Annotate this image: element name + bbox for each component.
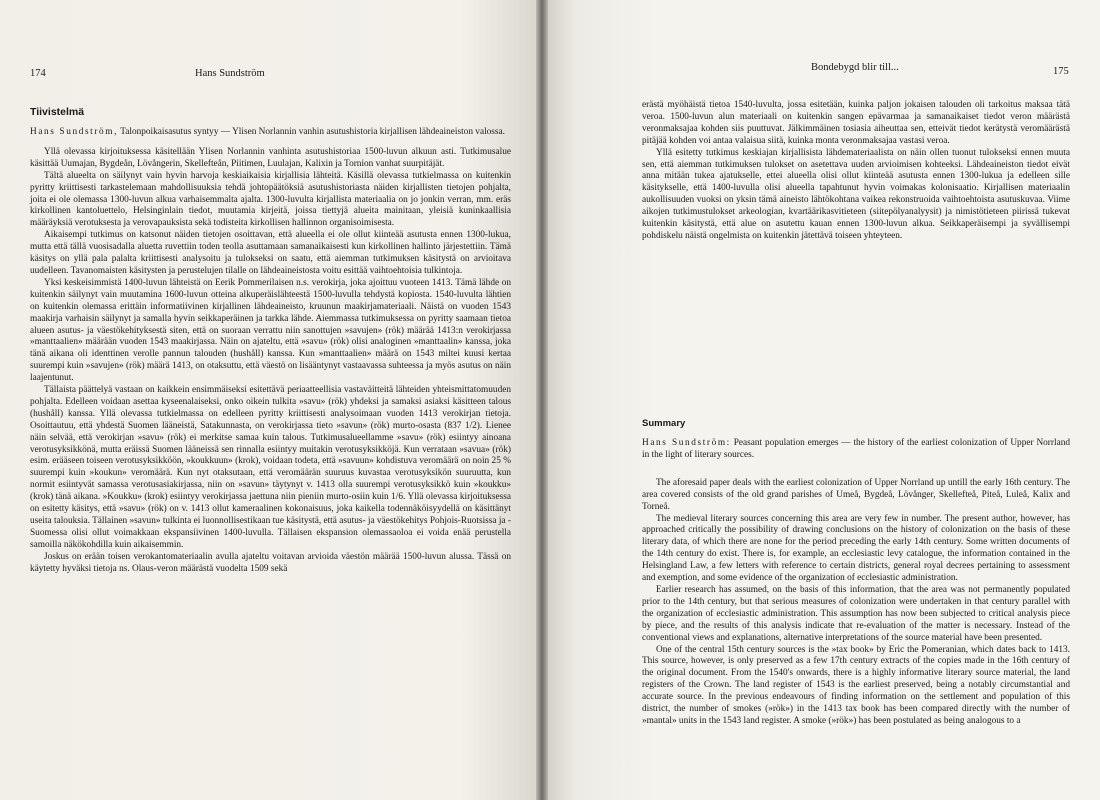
- left-page: [0, 0, 543, 800]
- paragraph: Yksi keskeisimmistä 1400-luvun lähteistä on Eerik Pommerilaisen n.s. verokirja, joka ajoittuu vuoteen 1413. Tämä lähde on kuitenkin säilynyt vain muutamina 1600-luvun otteina alkuperäislähteestä 1500-luvulla tehdystä kopiosta. 1540-luvulta lähtien on kuitenkin olemassa erittäin informatiivinen kirjallinen lähdeaineisto, kruunun maakirjamateriaali. Näistä on vuoden 1543 maakirja varhaisin säilynyt ja samalla hyvin seikkaperäinen ja tarkka lähde. Aiemmassa tutkimuksessa on pyritty saamaan tietoa alueen asutus- ja väestökehityksestä siten, että on suoraan verrattu niin sanottujen »savujen» (rök) määrää 1413:n verokirjassa »manttaalien» määrään vuoden 1543 maakirjassa. Näin on ajateltu, että »savu» (rök) olisi analoginen »manttaalin» kanssa, joka tänä aikana oli identtinen verolle pannun talouden (hushåll) kanssa. Kun »manttaalien» määrä on 1543 miltei kuusi kertaa suurempi kuin »savujen» (rök) määrä 1413, on otaksuttu, että väestö on lisääntynyt vastaavassa suhteessa ja myös asutus on näin laajentunut.: [30, 277, 511, 384]
- paragraph: Joskus on erään toisen verokantomateriaalin avulla ajateltu voitavan arvioida väestön määrää 1500-luvun alussa. Tässä on käytetty hyväksi tietoja ns. Olaus-veron määrästä vuodelta 1509 sekä: [30, 551, 511, 574]
- paragraph: erästä myöhäistä tietoa 1540-luvulta, jossa esitetään, kuinka paljon jokaisen talouden oli tarkoitus maksaa tätä veroa. 1500-luvun alun materiaali on kuitenkin sangen epävarmaa ja samanaikaiset tiedot veron määrästä veronmaksajaa kohden siis puuttuvat. Jälkimmäinen tosiasia aiheuttaa sen, etteivät tiedot kerätystä veromäärästä pitäjää kohden voi antaa valaisua siitä, kuinka monta veronmaksajaa vastasi veroa.: [642, 100, 1070, 146]
- paragraph: Tällaista päättelyä vastaan on kaikkein ensimmäiseksi esitettävä periaatteellisia vastaväitteitä lähteiden yhteismittatomuuden pohjalta. Edelleen voidaan asettaa kyseenalaiseksi, onko oikein tulkita »savu» (rök) yhdeksi ja samaksi asiaksi käsitteen talous (hushåll) kanssa. Yllä olevassa tutkielmassa on edelleen pyritty kriittisesti analysoimaan vuoden 1413 verokirjan tietoja. Osoittautuu, että yhdestä Suomen lääneistä, Satakunnasta, on verokirjassa tieto »savun» (rök) murto-osasta (837 1/2). Lienee näin selvää, että verokirjan »savu» (rök) ei merkitse samaa kuin talous. Tutkimusalueellamme »savu» (rök) esiintyy ainoana verotusyksikkönä, mutta eräissä Suomen lääneissä sen rinnalla esiintyy muitakin verotusyksikköjä. Kun verrataan »savua» (rök) esim. erääseen toiseen verotusyksikköön, »koukkuun» (krok), voidaan todeta, että »savuun» kohdistuva veromäärä on noin 25 % suurempi kuin »koukun» veromäärä. Kun nyt otaksutaan, että veromäärän suuruus kuvastaa verotusyksikön suuruutta, kun normit esiintyvät samassa verotusasiakirjassa, niin on »savun» täytynyt v. 1413 olla suurempi verotusyksikkö kuin »koukku» (krok) tänä aikana. »Koukku» (krok) esiintyy verokirjassa jaettuna niin pieniin murto-osiin kuin 1/6. Yllä olevassa kirjoituksessa on esitetty käsitys, että »savu» (rök) on v. 1413 ollut kameraalinen kokonaisuus, joka kaikella todennäköisyydellä on käsittänyt useita talouksia. Tällainen »savun» tulkinta ei luonnollisestikaan tue käsitystä, että asutus- ja väestökehitys Pohjois-Ruotsissa ja -Suomessa olisi ollut voimakkaan ekspansiivinen 1400-luvulla. Tällaisen ekspansion olemassaoloa ei voida enää perustella samoilla näkökohdilla kuin aikaisemmin.: [30, 385, 511, 550]
- page-number: 175: [1053, 66, 1069, 77]
- right-page: [543, 0, 1100, 800]
- running-head: Bondebygd blir till...: [811, 62, 899, 73]
- running-head: Hans Sundström: [195, 68, 265, 79]
- right-body-top: [642, 100, 1070, 243]
- left-body: [30, 127, 511, 576]
- paragraph: One of the central 15th century sources is the »tax book» by Eric the Pomeranian, which dates back to 1413. This source, however, is only preserved as a few 17th century extracts of the copies made in the 16th century of the original document. From the 1540's onwards, there is a highly informative literary source material, the land registers of the Crown. The land register of 1543 is the earliest preserved, being a notably circumstantial and accurate source. In the previous endeavours of finding information on the settlement and population of this district, the number of smokes (»rök») in the 1413 tax book has been compared directly with the number of »mantal» units in the 1543 land register. A smoke (»rök») has been postulated as being analogous to a: [642, 644, 1070, 726]
- paragraph: Aikaisempi tutkimus on katsonut näiden tietojen osoittavan, että alueella ei ole ollut kiinteää asutusta ennen 1300-lukua, mutta että tällä vuosisadalla aluetta ruvettiin toden teolla asuttamaan samanaikaisesti kun kirkollinen hallinto järjestettiin. Tämä käsitys on yllä pala palalta kriittisesti analysoitu ja tulokseksi on saatu, että aiemman tutkimuksen käsitystä on arvioitava uudelleen. Tavanomaisten käsitysten ja perustelujen tilalle on lähdeaineistosta voitu esittää vaihtoehtoisia tulkintoja.: [30, 230, 511, 276]
- paragraph: Earlier research has assumed, on the basis of this information, that the area was not permanently populated prior to the 14th century, but that serious measures of colonization were undertaken in that century parallel with the organization of ecclesiastic administration. This assumption has now been subjected to critical analysis piece by piece, and the results of this analysis indicate that re-evaluation of the matter is necessary. Instead of the conventional views and explanations, alternative interpretations of the source material have been presented.: [642, 584, 1070, 643]
- byline: [30, 127, 511, 139]
- book-spine: [536, 0, 548, 800]
- page-number: 174: [30, 68, 46, 79]
- paragraph: Yllä esitetty tutkimus keskiajan kirjallisista lähdemateriaalista on näin ollen tuonut tulokseksi ennen muuta sen, että aiemman tutkimuksen tulokset on asetettava uuden arvioimisen kohteeksi. Lähdeaineiston tiedot eivät anna mitään tukea ajatukselle, ettei alueella olisi ollut kiinteää asutusta ennen 1300-lukua ja edelleen sille käsitykselle, että 1400-luvulla olisi alueella tapahtunut hyvin voimakas kolonisaatio. Kirjallisen materiaalin aukollisuuden vuoksi on yksin tämä aineisto lähtökohtana vaikea rekonstruoida vaihtoehtoista asutuskuvaa. Viime aikojen tutkimustulokset arkeologian, kvartäärikasvitieteen (siitepölyanalyysit) ja nimistötieteen piirissä tukevat kuitenkin käsitystä, että alue on asutettu kauan ennen 1300-luvun alkua. Seikkaperäisempi ja syvällisempi pohdiskelu näistä ongelmista on kuitenkin jätettävä toiseen yhteyteen.: [642, 147, 1070, 241]
- right-body-bottom: [642, 438, 1070, 728]
- byline-text: Peasant population emerges — the history of the earliest colonization of Upper Norrland in the light of literary sources.: [642, 438, 1071, 460]
- paragraph: Yllä olevassa kirjoituksessa käsitellään Ylisen Norlannin vanhinta asutushistoriaa 1500-luvun alkuun asti. Tutkimusalue käsittää Uumajan, Bygdeån, Lövångerin, Skelleftеån, Piitimen, Luulajan, Kalixin ja Tornion vanhat suurpitäjät.: [30, 146, 511, 169]
- paragraph: The medieval literary sources concerning this area are very few in number. The present author, however, has approached critically the possibility of drawing conclusions on the history of colonization on the basis of these literary data, of which there are none for the period preceding the early 14th century. Some written documents of the 14th century do exist. There is, for example, an ecclesiastic levy catalogue, the information contained in the Helsingland Law, a few letters with reference to certain districts, general royal decrees pertaining to assessment and exemption, and some evidence of the organization of ecclesiastic administration.: [642, 513, 1070, 584]
- paragraph: The aforesaid paper deals with the earliest colonization of Upper Norrland up untill the early 16th century. The area covered consists of the old grand parishes of Umeå, Bygdeå, Lövånger, Skellefteå, Piteå, Luleå, Kalix and Torneå.: [642, 477, 1070, 512]
- byline-author: Hans Sundström,: [30, 127, 119, 137]
- byline-author: Hans Sundström:: [642, 438, 731, 448]
- byline-text: Talonpoikaisasutus syntyy — Ylisen Norlannin vanhin asutushistoria kirjallisen lähdeaineiston valossa.: [120, 127, 505, 137]
- section-title: Tiivistelmä: [30, 106, 85, 118]
- section-title: Summary: [642, 418, 686, 429]
- paragraph: Tältä alueelta on säilynyt vain hyvin harvoja keskiaikaisia kirjallisia lähteitä. Käsillä olevassa tutkielmassa on kuitenkin pyritty kriittisesti tarkastelemaan mahdollisuuksia tehdä johtopäätöksiä asutushistoriasta näiden kirjallisten tietojen pohjalta, joita ei ole olemassa 1300-luvun alkua varhaisemmalta ajalta. 1300-luvulta kirjallista materiaalia on jo jonkin verran, mm. eräs kirkollinen kantoluettelo, Helsinginlain tiedot, muutamia kirjeitä, joissa tiettyjä alueita mainitaan, yleisiä kuninkaallisia määräyksiä verotuksesta ja verovapauksista sekä todisteita kirkollisen hallinnon organisoimisesta.: [30, 170, 511, 229]
- byline: [642, 438, 1070, 462]
